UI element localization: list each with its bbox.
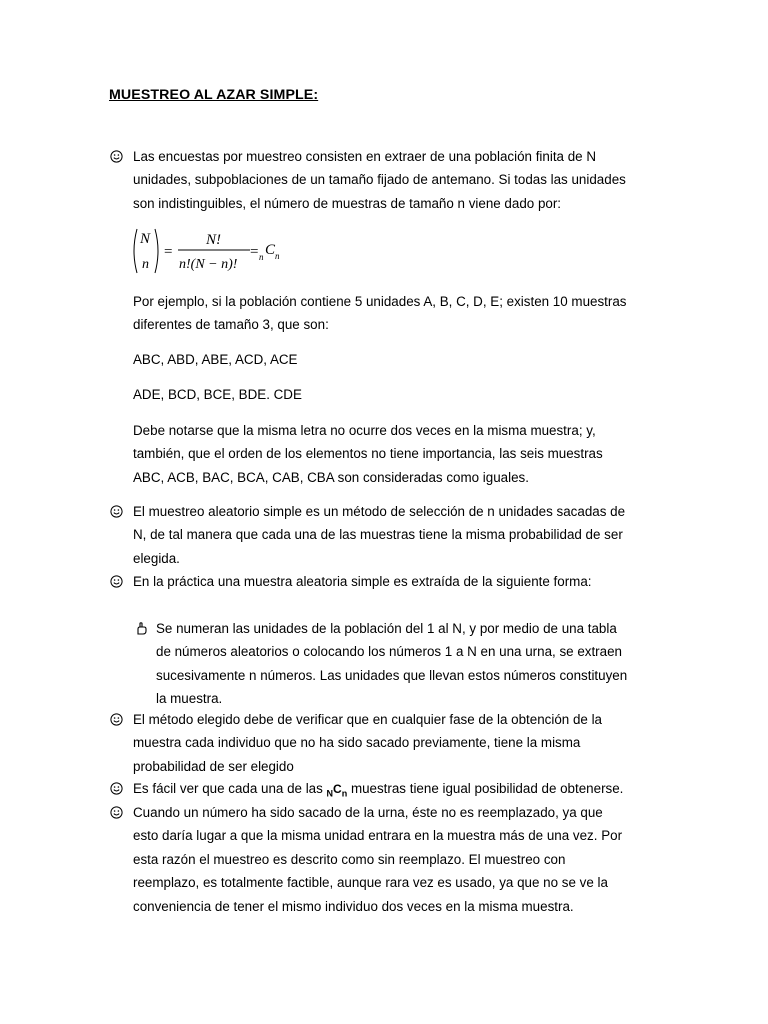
smiley-icon xyxy=(110,806,123,819)
text-before: Es fácil ver que cada una de las xyxy=(133,781,327,796)
text-line: Las encuestas por muestreo consisten en extraer de una población finita de N xyxy=(133,149,597,164)
text-line: de números aleatorios o colocando los números 1 a N en una urna, se extraen xyxy=(156,644,622,660)
binom-bottom: n xyxy=(142,257,149,272)
combination-formula xyxy=(130,226,290,276)
text-line: El método elegido debe de verificar que en cualquier fase de la obtención de la xyxy=(133,712,602,727)
example-intro xyxy=(133,290,627,337)
text-line: sucesivamente n números. Las unidades que llevan estos números constituyen xyxy=(156,667,628,683)
equals-sign-2: = xyxy=(250,244,259,260)
smiley-icon xyxy=(110,782,123,795)
smiley-icon xyxy=(110,505,123,518)
smiley-icon xyxy=(110,575,123,588)
bullet-paragraph-3: En la práctica una muestra aleatoria simple es extraída de la siguiente forma: xyxy=(133,574,592,589)
note-paragraph xyxy=(133,419,603,489)
text-line: Por ejemplo, si la población contiene 5 unidades A, B, C, D, E; existen 10 muestras xyxy=(133,294,627,309)
combination-right-sub: n xyxy=(341,788,348,799)
text-line: Se numeran las unidades de la población del 1 al N, y por medio de una tabla xyxy=(156,621,617,636)
bullet-paragraph-2 xyxy=(133,500,625,570)
text-line: reemplazo, es totalmente factible, aunque rara vez es usado, ya que no se ve la xyxy=(133,875,608,891)
text-line: probabilidad de ser elegido xyxy=(133,758,294,774)
text-line: conveniencia de tener el mismo individuo dos veces en la misma muestra. xyxy=(133,898,574,914)
text-line: elegida. xyxy=(133,550,180,566)
text-line: también, que el orden de los elementos no tiene importancia, las seis muestras xyxy=(133,446,603,462)
text-line: son indistinguibles, el número de muestras de tamaño n viene dado por: xyxy=(133,195,562,211)
text-line: esto daría lugar a que la misma unidad entrara en la muestra más de una vez. Por xyxy=(133,828,623,844)
bullet-paragraph-6 xyxy=(133,801,622,918)
formula-graphic xyxy=(130,226,290,276)
text-line: esta razón el muestreo es descrito como sin reemplazo. El muestreo con xyxy=(133,851,566,867)
text-line: El muestreo aleatorio simple es un método de selección de n unidades sacadas de xyxy=(133,504,626,519)
samples-line-2: ADE, BCD, BCE, BDE. CDE xyxy=(133,387,302,402)
samples-line-1: ABC, ABD, ABE, ACD, ACE xyxy=(133,352,298,367)
c-symbol: C xyxy=(265,242,276,258)
text-after: muestras tiene igual posibilidad de obtenerse. xyxy=(347,781,624,796)
text-line: diferentes de tamaño 3, que son: xyxy=(133,317,329,333)
bullet-paragraph-1 xyxy=(133,145,626,215)
text-line: la muestra. xyxy=(156,691,223,707)
page-title: MUESTREO AL AZAR SIMPLE: xyxy=(109,87,319,103)
bullet-paragraph-4 xyxy=(133,708,602,778)
text-line: muestra cada individuo que no ha sido sacado previamente, tiene la misma xyxy=(133,735,581,751)
hand-pointer-icon xyxy=(135,622,148,635)
combination-symbol: C xyxy=(333,782,342,796)
smiley-icon xyxy=(110,150,123,163)
text-line: N, de tal manera que cada una de las muestras tiene la misma probabilidad de ser xyxy=(133,527,623,543)
text-line: Debe notarse que la misma letra no ocurre dos veces en la misma muestra; y, xyxy=(133,423,596,438)
combination-left-sub: N xyxy=(326,788,334,799)
text-line: Cuando un número ha sido sacado de la urna, éste no es reemplazado, ya que xyxy=(133,805,603,820)
fraction-denominator: n!(N − n)! xyxy=(179,257,238,272)
text-line: ABC, ACB, BAC, BCA, CAB, CBA son consideradas como iguales. xyxy=(133,469,529,485)
c-right-sub: n xyxy=(275,251,280,261)
sub-bullet-paragraph xyxy=(156,617,627,711)
smiley-icon xyxy=(110,713,123,726)
text-line: unidades, subpoblaciones de un tamaño fijado de antemano. Si todas las unidades xyxy=(133,172,626,188)
equals-sign: = xyxy=(164,244,173,260)
c-left-sub: n xyxy=(259,252,264,262)
binom-top: N xyxy=(140,231,151,247)
fraction-numerator: N! xyxy=(206,232,221,248)
